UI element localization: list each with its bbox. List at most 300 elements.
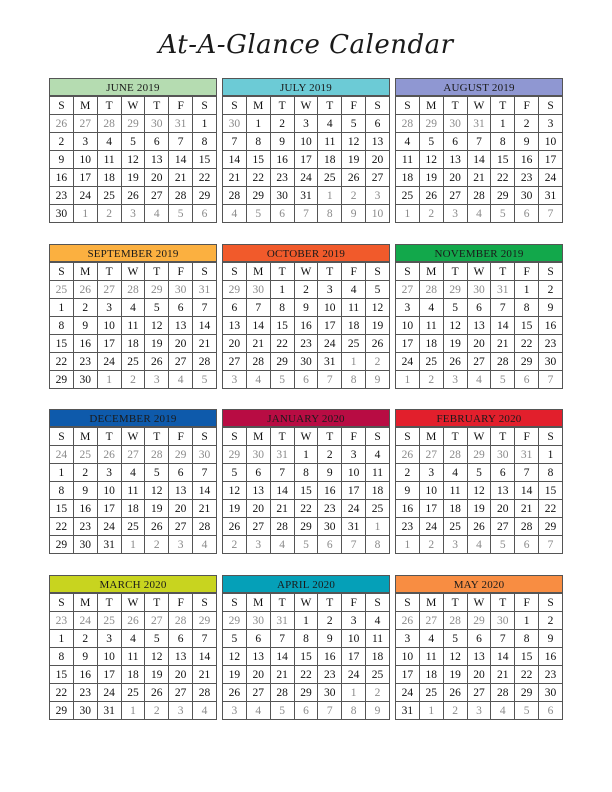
weekday-label: T bbox=[270, 97, 294, 115]
day-cell: 29 bbox=[223, 612, 247, 630]
day-cell: 20 bbox=[223, 335, 247, 353]
weekday-label: S bbox=[223, 594, 247, 612]
weekday-label: M bbox=[419, 97, 443, 115]
day-cell: 12 bbox=[443, 317, 467, 335]
weekday-label: F bbox=[515, 428, 539, 446]
weekday-label: F bbox=[342, 594, 366, 612]
weekday-label: S bbox=[223, 263, 247, 281]
week-row bbox=[223, 317, 390, 335]
day-cell: 26 bbox=[145, 353, 169, 371]
month-header: MARCH 2020 bbox=[49, 575, 217, 593]
day-cell: 31 bbox=[539, 187, 563, 205]
day-cell: 23 bbox=[539, 335, 563, 353]
day-cell: 4 bbox=[246, 371, 270, 389]
weekday-label: W bbox=[294, 594, 318, 612]
day-cell: 30 bbox=[539, 353, 563, 371]
day-cell: 30 bbox=[193, 446, 217, 464]
day-cell: 22 bbox=[294, 666, 318, 684]
day-cell: 17 bbox=[318, 317, 342, 335]
weekday-label: S bbox=[193, 428, 217, 446]
weekday-label: W bbox=[294, 428, 318, 446]
day-cell: 23 bbox=[318, 666, 342, 684]
day-cell: 3 bbox=[539, 115, 563, 133]
weekday-label: W bbox=[121, 594, 145, 612]
weekday-label: T bbox=[318, 263, 342, 281]
day-cell: 28 bbox=[443, 446, 467, 464]
day-cell: 2 bbox=[396, 464, 420, 482]
day-cell: 9 bbox=[515, 133, 539, 151]
week-row bbox=[223, 464, 390, 482]
day-cell: 4 bbox=[396, 133, 420, 151]
week-row bbox=[50, 115, 217, 133]
day-cell: 9 bbox=[73, 648, 97, 666]
day-cell: 16 bbox=[539, 317, 563, 335]
day-cell: 25 bbox=[318, 169, 342, 187]
weekday-label: T bbox=[443, 97, 467, 115]
weekday-label: F bbox=[515, 97, 539, 115]
day-cell: 10 bbox=[539, 133, 563, 151]
day-cell: 7 bbox=[491, 630, 515, 648]
day-cell: 4 bbox=[270, 536, 294, 554]
day-cell: 6 bbox=[246, 630, 270, 648]
weekday-row bbox=[223, 594, 390, 612]
day-cell: 22 bbox=[294, 500, 318, 518]
day-cell: 24 bbox=[318, 335, 342, 353]
day-cell: 10 bbox=[97, 648, 121, 666]
day-cell: 28 bbox=[145, 446, 169, 464]
week-row bbox=[50, 702, 217, 720]
day-cell: 23 bbox=[50, 612, 74, 630]
weekday-label: T bbox=[270, 263, 294, 281]
day-cell: 5 bbox=[366, 281, 390, 299]
day-cell: 3 bbox=[169, 702, 193, 720]
day-cell: 3 bbox=[467, 702, 491, 720]
weekday-label: S bbox=[396, 428, 420, 446]
weekday-label: M bbox=[73, 594, 97, 612]
weekday-label: F bbox=[169, 428, 193, 446]
day-cell: 22 bbox=[491, 169, 515, 187]
day-cell: 24 bbox=[50, 446, 74, 464]
day-cell: 1 bbox=[342, 684, 366, 702]
weekday-label: S bbox=[223, 97, 247, 115]
day-cell: 27 bbox=[419, 446, 443, 464]
day-cell: 22 bbox=[50, 684, 74, 702]
day-cell: 15 bbox=[515, 648, 539, 666]
day-cell: 16 bbox=[515, 151, 539, 169]
week-row bbox=[396, 446, 563, 464]
day-cell: 7 bbox=[491, 299, 515, 317]
day-cell: 2 bbox=[145, 702, 169, 720]
day-cell: 2 bbox=[515, 115, 539, 133]
week-row bbox=[223, 702, 390, 720]
week-row bbox=[50, 446, 217, 464]
day-cell: 2 bbox=[539, 281, 563, 299]
day-cell: 25 bbox=[97, 187, 121, 205]
day-cell: 10 bbox=[73, 151, 97, 169]
week-row bbox=[50, 648, 217, 666]
day-cell: 20 bbox=[467, 666, 491, 684]
day-cell: 24 bbox=[539, 169, 563, 187]
day-cell: 3 bbox=[73, 133, 97, 151]
day-cell: 25 bbox=[342, 335, 366, 353]
day-cell: 31 bbox=[342, 518, 366, 536]
day-cell: 20 bbox=[169, 666, 193, 684]
day-cell: 11 bbox=[366, 630, 390, 648]
day-cell: 26 bbox=[342, 169, 366, 187]
day-cell: 30 bbox=[443, 115, 467, 133]
day-cell: 11 bbox=[97, 151, 121, 169]
day-cell: 6 bbox=[294, 702, 318, 720]
weekday-label: W bbox=[467, 594, 491, 612]
day-cell: 18 bbox=[342, 317, 366, 335]
day-cell: 2 bbox=[318, 612, 342, 630]
week-row bbox=[50, 482, 217, 500]
day-cell: 18 bbox=[121, 666, 145, 684]
day-cell: 9 bbox=[539, 630, 563, 648]
day-cell: 4 bbox=[169, 371, 193, 389]
day-cell: 31 bbox=[396, 702, 420, 720]
day-cell: 26 bbox=[145, 684, 169, 702]
day-cell: 15 bbox=[515, 317, 539, 335]
week-row bbox=[396, 630, 563, 648]
weekday-label: T bbox=[318, 97, 342, 115]
day-cell: 29 bbox=[193, 612, 217, 630]
day-cell: 6 bbox=[270, 205, 294, 223]
week-row bbox=[396, 151, 563, 169]
day-cell: 4 bbox=[121, 299, 145, 317]
day-cell: 1 bbox=[50, 299, 74, 317]
day-cell: 26 bbox=[396, 446, 420, 464]
day-cell: 7 bbox=[294, 205, 318, 223]
week-row bbox=[396, 702, 563, 720]
day-cell: 4 bbox=[491, 702, 515, 720]
day-cell: 9 bbox=[73, 317, 97, 335]
day-cell: 16 bbox=[318, 648, 342, 666]
day-cell: 15 bbox=[294, 482, 318, 500]
day-cell: 1 bbox=[193, 115, 217, 133]
month-header: JULY 2019 bbox=[222, 78, 390, 96]
week-row bbox=[50, 464, 217, 482]
month-block bbox=[395, 409, 563, 554]
day-cell: 31 bbox=[491, 281, 515, 299]
weekday-label: S bbox=[366, 97, 390, 115]
day-cell: 9 bbox=[366, 371, 390, 389]
day-cell: 15 bbox=[491, 151, 515, 169]
day-cell: 5 bbox=[121, 133, 145, 151]
day-cell: 29 bbox=[491, 187, 515, 205]
day-cell: 1 bbox=[396, 205, 420, 223]
day-cell: 16 bbox=[294, 317, 318, 335]
day-cell: 15 bbox=[50, 335, 74, 353]
weekday-label: M bbox=[419, 428, 443, 446]
day-cell: 18 bbox=[419, 666, 443, 684]
day-cell: 30 bbox=[73, 536, 97, 554]
day-cell: 28 bbox=[443, 612, 467, 630]
day-cell: 7 bbox=[318, 702, 342, 720]
day-cell: 8 bbox=[193, 133, 217, 151]
week-row bbox=[396, 205, 563, 223]
day-cell: 11 bbox=[121, 648, 145, 666]
weekday-label: S bbox=[50, 263, 74, 281]
day-cell: 27 bbox=[396, 281, 420, 299]
weekday-label: M bbox=[73, 428, 97, 446]
day-cell: 5 bbox=[270, 702, 294, 720]
day-cell: 26 bbox=[121, 612, 145, 630]
day-cell: 16 bbox=[318, 482, 342, 500]
day-cell: 8 bbox=[50, 482, 74, 500]
day-cell: 25 bbox=[366, 666, 390, 684]
month-block bbox=[222, 409, 390, 554]
day-cell: 6 bbox=[318, 536, 342, 554]
day-cell: 1 bbox=[73, 205, 97, 223]
day-cell: 9 bbox=[318, 464, 342, 482]
day-cell: 4 bbox=[97, 133, 121, 151]
day-cell: 4 bbox=[342, 281, 366, 299]
month-table bbox=[49, 96, 217, 223]
weekday-row bbox=[396, 428, 563, 446]
day-cell: 19 bbox=[443, 335, 467, 353]
day-cell: 2 bbox=[145, 536, 169, 554]
day-cell: 30 bbox=[491, 446, 515, 464]
day-cell: 3 bbox=[97, 299, 121, 317]
day-cell: 19 bbox=[419, 169, 443, 187]
day-cell: 24 bbox=[97, 684, 121, 702]
day-cell: 14 bbox=[223, 151, 247, 169]
day-cell: 1 bbox=[539, 446, 563, 464]
day-cell: 8 bbox=[318, 205, 342, 223]
day-cell: 9 bbox=[366, 702, 390, 720]
week-row bbox=[223, 151, 390, 169]
day-cell: 4 bbox=[467, 205, 491, 223]
day-cell: 31 bbox=[515, 446, 539, 464]
day-cell: 6 bbox=[169, 299, 193, 317]
weekday-label: T bbox=[443, 594, 467, 612]
day-cell: 25 bbox=[419, 353, 443, 371]
day-cell: 29 bbox=[50, 536, 74, 554]
day-cell: 23 bbox=[50, 187, 74, 205]
day-cell: 21 bbox=[193, 666, 217, 684]
day-cell: 30 bbox=[539, 684, 563, 702]
day-cell: 13 bbox=[169, 482, 193, 500]
day-cell: 24 bbox=[342, 666, 366, 684]
weekday-label: S bbox=[539, 594, 563, 612]
day-cell: 8 bbox=[342, 702, 366, 720]
day-cell: 1 bbox=[121, 702, 145, 720]
day-cell: 10 bbox=[318, 299, 342, 317]
month-block bbox=[49, 575, 217, 720]
week-row bbox=[223, 666, 390, 684]
month-header: NOVEMBER 2019 bbox=[395, 244, 563, 262]
day-cell: 4 bbox=[419, 299, 443, 317]
weekday-label: S bbox=[366, 263, 390, 281]
day-cell: 18 bbox=[443, 500, 467, 518]
day-cell: 4 bbox=[145, 205, 169, 223]
day-cell: 13 bbox=[246, 482, 270, 500]
day-cell: 29 bbox=[145, 281, 169, 299]
day-cell: 17 bbox=[539, 151, 563, 169]
day-cell: 27 bbox=[169, 518, 193, 536]
day-cell: 27 bbox=[366, 169, 390, 187]
weekday-label: F bbox=[169, 594, 193, 612]
day-cell: 21 bbox=[491, 335, 515, 353]
weekday-label: T bbox=[145, 428, 169, 446]
day-cell: 29 bbox=[193, 187, 217, 205]
day-cell: 1 bbox=[515, 612, 539, 630]
day-cell: 7 bbox=[193, 299, 217, 317]
day-cell: 27 bbox=[491, 518, 515, 536]
day-cell: 15 bbox=[270, 317, 294, 335]
day-cell: 19 bbox=[342, 151, 366, 169]
week-row bbox=[223, 133, 390, 151]
day-cell: 27 bbox=[145, 187, 169, 205]
day-cell: 19 bbox=[467, 500, 491, 518]
day-cell: 1 bbox=[294, 446, 318, 464]
week-row bbox=[396, 353, 563, 371]
weekday-label: S bbox=[396, 263, 420, 281]
day-cell: 27 bbox=[419, 612, 443, 630]
week-row bbox=[50, 666, 217, 684]
day-cell: 4 bbox=[121, 630, 145, 648]
day-cell: 15 bbox=[50, 666, 74, 684]
week-row bbox=[50, 518, 217, 536]
day-cell: 13 bbox=[145, 151, 169, 169]
day-cell: 29 bbox=[121, 115, 145, 133]
day-cell: 10 bbox=[419, 482, 443, 500]
day-cell: 21 bbox=[193, 500, 217, 518]
week-row bbox=[396, 371, 563, 389]
day-cell: 1 bbox=[246, 115, 270, 133]
day-cell: 30 bbox=[223, 115, 247, 133]
weekday-label: M bbox=[246, 97, 270, 115]
month-header: AUGUST 2019 bbox=[395, 78, 563, 96]
day-cell: 27 bbox=[246, 518, 270, 536]
day-cell: 5 bbox=[419, 133, 443, 151]
weekday-label: T bbox=[270, 428, 294, 446]
week-row bbox=[223, 169, 390, 187]
day-cell: 5 bbox=[342, 115, 366, 133]
day-cell: 26 bbox=[419, 187, 443, 205]
day-cell: 5 bbox=[467, 464, 491, 482]
day-cell: 1 bbox=[318, 187, 342, 205]
weekday-label: M bbox=[73, 263, 97, 281]
weekday-label: W bbox=[467, 97, 491, 115]
week-row bbox=[223, 335, 390, 353]
weekday-label: M bbox=[419, 263, 443, 281]
day-cell: 5 bbox=[145, 630, 169, 648]
day-cell: 2 bbox=[366, 684, 390, 702]
weekday-label: S bbox=[366, 428, 390, 446]
day-cell: 30 bbox=[73, 371, 97, 389]
day-cell: 24 bbox=[396, 684, 420, 702]
weekday-label: S bbox=[366, 594, 390, 612]
weekday-row bbox=[50, 428, 217, 446]
day-cell: 26 bbox=[223, 684, 247, 702]
day-cell: 18 bbox=[366, 482, 390, 500]
month-header: JANUARY 2020 bbox=[222, 409, 390, 427]
day-cell: 2 bbox=[366, 353, 390, 371]
day-cell: 3 bbox=[443, 205, 467, 223]
day-cell: 4 bbox=[223, 205, 247, 223]
week-row bbox=[223, 353, 390, 371]
week-row bbox=[50, 500, 217, 518]
day-cell: 26 bbox=[467, 518, 491, 536]
day-cell: 23 bbox=[396, 518, 420, 536]
day-cell: 17 bbox=[294, 151, 318, 169]
day-cell: 7 bbox=[515, 464, 539, 482]
day-cell: 6 bbox=[223, 299, 247, 317]
week-row bbox=[223, 536, 390, 554]
day-cell: 29 bbox=[50, 371, 74, 389]
day-cell: 2 bbox=[443, 702, 467, 720]
weekday-label: S bbox=[50, 594, 74, 612]
month-table bbox=[222, 427, 390, 554]
day-cell: 28 bbox=[121, 281, 145, 299]
day-cell: 31 bbox=[270, 612, 294, 630]
week-row bbox=[223, 482, 390, 500]
day-cell: 4 bbox=[467, 371, 491, 389]
day-cell: 30 bbox=[246, 612, 270, 630]
day-cell: 9 bbox=[539, 299, 563, 317]
day-cell: 11 bbox=[419, 317, 443, 335]
day-cell: 3 bbox=[342, 446, 366, 464]
day-cell: 1 bbox=[366, 518, 390, 536]
day-cell: 12 bbox=[223, 482, 247, 500]
day-cell: 28 bbox=[270, 684, 294, 702]
day-cell: 7 bbox=[539, 371, 563, 389]
week-row bbox=[50, 299, 217, 317]
day-cell: 5 bbox=[145, 299, 169, 317]
week-row bbox=[396, 500, 563, 518]
month-header: SEPTEMBER 2019 bbox=[49, 244, 217, 262]
week-row bbox=[396, 133, 563, 151]
weekday-label: T bbox=[97, 97, 121, 115]
day-cell: 14 bbox=[169, 151, 193, 169]
day-cell: 4 bbox=[467, 536, 491, 554]
day-cell: 25 bbox=[50, 281, 74, 299]
week-row bbox=[223, 500, 390, 518]
day-cell: 5 bbox=[169, 205, 193, 223]
day-cell: 2 bbox=[97, 205, 121, 223]
day-cell: 15 bbox=[294, 648, 318, 666]
day-cell: 20 bbox=[169, 335, 193, 353]
day-cell: 13 bbox=[467, 317, 491, 335]
day-cell: 24 bbox=[419, 518, 443, 536]
week-row bbox=[50, 317, 217, 335]
day-cell: 30 bbox=[73, 702, 97, 720]
day-cell: 23 bbox=[539, 666, 563, 684]
weekday-label: S bbox=[539, 428, 563, 446]
day-cell: 17 bbox=[97, 335, 121, 353]
month-block bbox=[395, 575, 563, 720]
month-table bbox=[49, 427, 217, 554]
day-cell: 14 bbox=[193, 648, 217, 666]
week-row bbox=[50, 536, 217, 554]
weekday-row bbox=[223, 428, 390, 446]
week-row bbox=[50, 205, 217, 223]
week-row bbox=[50, 133, 217, 151]
day-cell: 7 bbox=[246, 299, 270, 317]
weekday-label: T bbox=[145, 97, 169, 115]
day-cell: 6 bbox=[467, 630, 491, 648]
week-row bbox=[396, 335, 563, 353]
week-row bbox=[50, 612, 217, 630]
week-row bbox=[223, 630, 390, 648]
day-cell: 9 bbox=[318, 630, 342, 648]
day-cell: 7 bbox=[539, 536, 563, 554]
day-cell: 23 bbox=[73, 353, 97, 371]
day-cell: 5 bbox=[491, 536, 515, 554]
day-cell: 6 bbox=[366, 115, 390, 133]
